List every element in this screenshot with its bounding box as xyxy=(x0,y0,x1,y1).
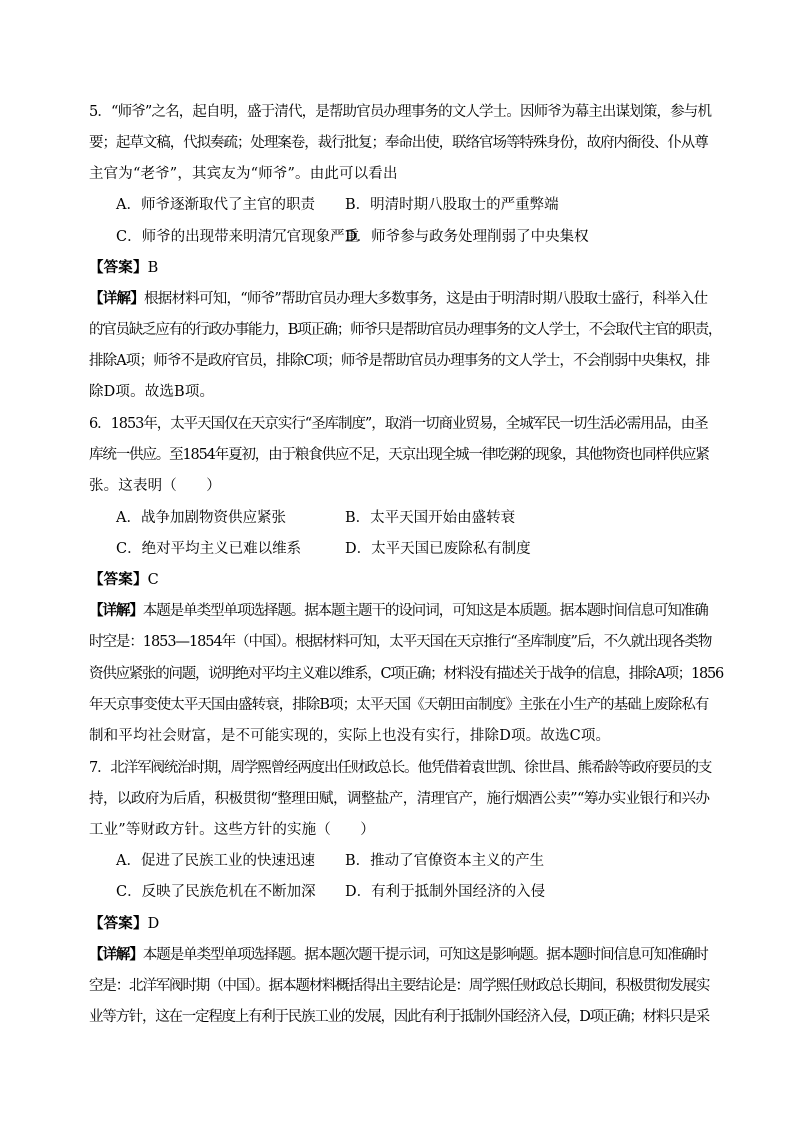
q7-answer-label: 【答案】 xyxy=(89,915,148,932)
q6-option-b: B．太平天国开始由盛转衰 xyxy=(345,510,516,526)
q7-explain-label: 【详解】 xyxy=(89,946,143,963)
q7-option-d: D．有利于抵制外国经济的入侵 xyxy=(345,884,546,900)
q5-stem-line-3: 主官为“老爷”，其宾友为“师爷”。由此可以看出 xyxy=(89,166,398,182)
q5-explain-text-1: 根据材料可知，“师爷”帮助官员办理大多数事务，这是由于明清时期八股取士盛行，科举入仕 xyxy=(144,291,708,307)
q6-answer xyxy=(89,570,709,590)
q6-answer-value: C xyxy=(147,572,159,588)
q7-option-a: A．促进了民族工业的快速迅速 xyxy=(116,853,315,869)
q7-answer xyxy=(89,914,709,934)
q6-explain-text-1: 本题是单类型单项选择题。据本题主题干的设问词，可知这是本质题。据本题时间信息可知准确 xyxy=(142,603,708,619)
q7-option-c: C．反映了民族危机在不断加深 xyxy=(116,884,316,900)
q7-option-b: B．推动了官僚资本主义的产生 xyxy=(345,853,545,869)
q6-explain-line-3: 资供应紧张的问题，说明绝对平均主义难以维系，C项正确；材料没有描述关于战争的信息，排除A项；1856 xyxy=(89,666,723,682)
q6-option-c: C．绝对平均主义已难以维系 xyxy=(116,541,302,557)
q5-explain-line-1 xyxy=(89,289,709,309)
q5-answer-label: 【答案】 xyxy=(89,259,148,276)
q7-stem-line-3: 工业”等财政方针。这些方针的实施（ ） xyxy=(89,822,375,838)
q7-stem-line-2: 持，以政府为后盾，积极贯彻“整理田赋，调整盐产，清理官产，施行烟酒公卖”“筹办实业银行和兴办 xyxy=(89,791,710,807)
q6-answer-label: 【答案】 xyxy=(89,571,148,588)
q5-option-c: C．师爷的出现带来明清冗官现象严重 xyxy=(116,229,360,245)
q6-stem-line-1: 6．1853年，太平天国仅在天京实行“圣库制度”，取消一切商业贸易，全城军民一切生活必需用品，由圣 xyxy=(89,416,708,432)
q6-stem-line-2: 库统一供应。至1854年夏初，由于粮食供应不足，天京出现全城一律吃粥的现象，其他物资也同样供应紧 xyxy=(89,447,709,463)
q6-stem-line-3: 张。这表明（ ） xyxy=(89,478,221,494)
q6-option-a: A．战争加剧物资供应紧张 xyxy=(116,510,286,526)
q6-explain-line-1 xyxy=(89,601,709,621)
q6-option-d: D．太平天国已废除私有制度 xyxy=(345,541,531,557)
q7-explain-line-1 xyxy=(89,945,709,965)
q7-answer-value: D xyxy=(147,916,160,932)
q5-answer-value: B xyxy=(147,260,159,276)
q5-option-b: B．明清时期八股取士的严重弊端 xyxy=(345,197,559,213)
q5-explain-line-4: 除D项。故选B项。 xyxy=(89,384,215,400)
q7-stem-line-1: 7．北洋军阀统治时期，周学熙曾经两度出任财政总长。他凭借着袁世凯、徐世昌、熊希龄等政府要员的支 xyxy=(89,760,712,776)
q5-explain-label: 【详解】 xyxy=(89,290,144,307)
q6-explain-line-4: 年天京事变使太平天国由盛转衰，排除B项；太平天国《天朝田亩制度》主张在小生产的基础上废除私有 xyxy=(89,697,709,713)
q5-stem-line-1: 5．“师爷”之名，起自明，盛于清代，是帮助官员办理事务的文人学士。因师爷为幕主出谋划策，参与机 xyxy=(89,104,712,120)
q5-explain-line-3: 排除A项；师爷不是政府官员，排除C项；师爷是帮助官员办理事务的文人学士，不会削弱中央集权，排 xyxy=(89,353,710,369)
q5-option-a: A．师爷逐渐取代了主官的职责 xyxy=(116,197,315,213)
q6-explain-label: 【详解】 xyxy=(89,602,143,619)
q7-explain-text-1: 本题是单类型单项选择题。据本题次题干提示词，可知这是影响题。据本题时间信息可知准确时 xyxy=(142,947,708,963)
q7-explain-line-2: 空是：北洋军阀时期（中国）。据本题材料概括得出主要结论是：周学熙任财政总长期间，积极贯彻发展实 xyxy=(89,978,710,994)
q5-stem-line-2: 要；起草文稿，代拟奏疏；处理案卷，裁行批复；奉命出使，联络官场等特殊身份，故府内衙役、仆从尊 xyxy=(89,135,708,151)
q5-answer xyxy=(89,258,709,278)
q6-explain-line-2: 时空是：1853—1854年（中国）。根据材料可知，太平天国在天京推行“圣库制度”后，不久就出现各类物 xyxy=(89,634,712,650)
q6-explain-line-5: 制和平均社会财富，是不可能实现的，实际上也没有实行，排除D项。故选C项。 xyxy=(89,728,611,744)
q5-explain-line-2: 的官员缺乏应有的行政办事能力，B项正确；师爷只是帮助官员办理事务的文人学士，不会取代主官的职责， xyxy=(89,322,722,338)
q5-option-d: D．师爷参与政务处理削弱了中央集权 xyxy=(345,229,589,245)
q7-explain-line-3: 业等方针，这在一定程度上有利于民族工业的发展，因此有利于抵制外国经济入侵，D项正确；材料只是采 xyxy=(89,1009,709,1025)
